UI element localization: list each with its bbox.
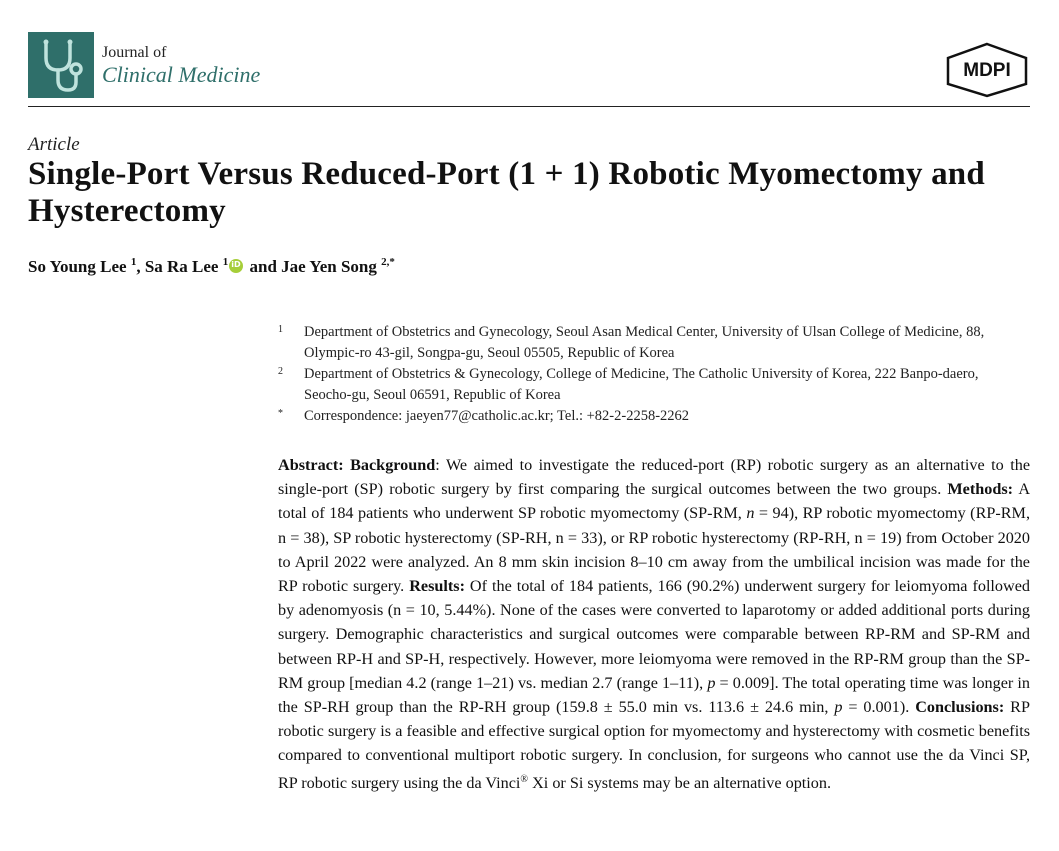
methods-text: = 94), RP robotic myomectomy (RP-RM, n = 38), SP robotic hysterectomy (SP-RH, n = 33), or RP robotic hysterectomy (RP-RH, n = 19) from October 2020 to April 2022 were analyzed. An 8 mm skin incision 8–10 cm away from the umbilical incision was made for the RP robotic surgery.	[278, 504, 1030, 596]
author-separator: and	[245, 257, 282, 276]
journal-name	[102, 42, 260, 86]
journal-name-line2: Clinical Medicine	[102, 62, 261, 87]
author-list	[28, 256, 395, 277]
p-symbol: p	[707, 673, 716, 692]
affiliation-text: Department of Obstetrics & Gynecology, College of Medicine, The Catholic University of Korea, 222 Banpo-daero, Seocho-gu, Seoul 06591, Republic of Korea	[304, 366, 979, 403]
affiliation-mark: *	[278, 408, 283, 419]
methods-text: A total of 184 patients who underwent SP robotic myomectomy (SP-RM,	[278, 480, 1031, 523]
results-text: Of the total of 184 patients, 166 (90.2%) underwent surgery for leiomyoma followed by adenomyosis (n = 10, 5.44%). None of the cases were converted to laparotomy or added additional ports during surgery. Demographic characteristics and surgical outcomes were comparable between RP-RM and SP-RM and between RP-H and SP-H, respectively. However, more leiomyoma were removed in the RP-RM group than the SP-RM group [median 4.2 (range 1–21) vs. median 2.7 (range 1–11),	[278, 577, 1030, 692]
article-type: Article	[28, 134, 80, 155]
affiliation-item	[278, 364, 1028, 406]
methods-label: Methods:	[947, 480, 1014, 499]
conclusions-text: RP robotic surgery is a feasible and effective surgical option for myomectomy and hysterectomy with cosmetic benefits compared to conventional multiport robotic surgery. In conclusion, for surgeons who cannot use the da Vinci SP, RP robotic surgery using the da Vinci	[278, 698, 1030, 792]
background-label: Background	[350, 456, 436, 474]
results-text: = 0.009]. The total operating time was longer in the SP-RH group than the RP-RH group (159.8 ± 55.0 min vs. 113.6 ± 24.6 min,	[278, 673, 1030, 717]
abstract	[278, 453, 1030, 795]
article-title: Single-Port Versus Reduced-Port (1 + 1) Robotic Myomectomy and Hysterectomy	[28, 156, 985, 229]
background-text: : We aimed to investigate the reduced-port (RP) robotic surgery as an alternative to the single-port (SP) robotic surgery by first comparing the surgical outcomes between the two groups.	[278, 456, 1031, 499]
author-affiliation-mark: 1	[222, 256, 229, 268]
author-affiliation-mark: 2,*	[381, 256, 395, 268]
conclusions-label: Conclusions:	[915, 698, 1005, 717]
stethoscope-icon	[28, 32, 94, 98]
affiliation-text: Department of Obstetrics and Gynecology, Seoul Asan Medical Center, University of Ulsan College of Medicine, 88, Olympic-ro 43-gil, Songpa-gu, Seoul 05505, Republic of Korea	[304, 324, 985, 361]
author-name[interactable]: Sa Ra Lee	[144, 257, 219, 276]
results-label: Results:	[409, 577, 465, 596]
abstract-label: Abstract:	[278, 456, 344, 474]
author-separator: ,	[136, 257, 145, 276]
affiliation-item	[278, 322, 1028, 364]
mdpi-logo	[944, 42, 1030, 98]
results-text: = 0.001).	[842, 698, 916, 717]
journal-name-line1: Journal of	[102, 44, 167, 61]
p-symbol: p	[834, 698, 843, 717]
journal-header	[28, 32, 1030, 107]
publisher-name: MDPI	[963, 60, 1011, 81]
correspondence-text[interactable]: Correspondence: jaeyen77@catholic.ac.kr; Tel.: +82-2-2258-2262	[304, 408, 690, 424]
affiliation-mark: 1	[278, 324, 283, 335]
correspondence	[278, 406, 1028, 427]
registered-mark: ®	[520, 773, 529, 785]
orcid-icon[interactable]	[229, 259, 243, 273]
journal-logo	[28, 32, 94, 98]
author-name[interactable]: Jae Yen Song	[281, 257, 377, 276]
n-symbol: n	[746, 504, 755, 523]
author-affiliation-mark: 1	[130, 256, 137, 268]
affiliation-mark: 2	[278, 366, 283, 377]
conclusions-text: Xi or Si systems may be an alternative option.	[528, 773, 832, 792]
author-name[interactable]: So Young Lee	[28, 257, 127, 276]
affiliation-list	[278, 322, 1028, 427]
